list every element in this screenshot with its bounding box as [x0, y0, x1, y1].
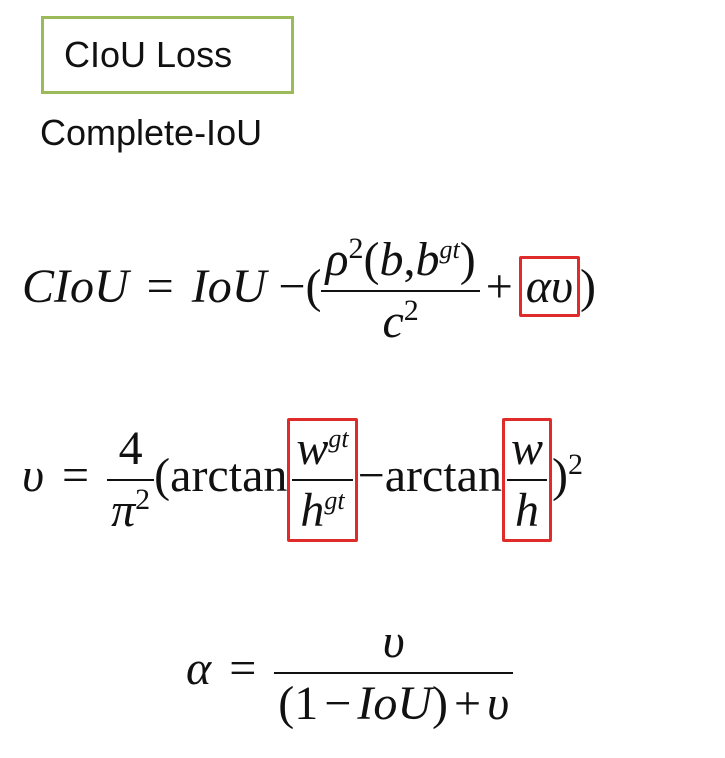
arctan-1: arctan: [170, 449, 288, 503]
w-gt-symbol: w: [296, 422, 329, 475]
eq2-equals: =: [62, 449, 90, 503]
eq3-fraction: [274, 615, 513, 730]
eq3-upsilon: υ: [487, 677, 510, 730]
wgt-hgt-highlight: [287, 418, 357, 542]
wgt-over-hgt: [292, 422, 352, 537]
bgt-symbol: b: [415, 233, 440, 286]
eq2-lhs: υ: [22, 449, 45, 503]
eq2-four-over-pi-sq: [107, 422, 154, 537]
wgt-numerator: [292, 422, 352, 479]
eq3-den-open-paren: (: [278, 677, 295, 730]
eq1-minus: −: [278, 260, 306, 314]
alpha-equation: [186, 615, 513, 730]
arctan-2: arctan: [384, 449, 502, 503]
b-symbol: b: [379, 233, 404, 286]
args-comma: ,: [403, 233, 416, 286]
title-box: [41, 16, 294, 94]
rho-symbol: ρ: [325, 233, 349, 286]
eq1-iou: IoU: [191, 260, 267, 314]
w-gt-exponent: gt: [328, 424, 349, 453]
h-gt-exponent: gt: [324, 486, 345, 515]
slide-title: CIoU Loss: [64, 34, 233, 75]
eq3-iou: IoU: [357, 677, 432, 730]
c-symbol: c: [382, 295, 404, 348]
eq3-one: 1: [294, 677, 319, 730]
alpha-upsilon-highlight: αυ: [519, 256, 580, 317]
eq3-den-close-paren: ): [432, 677, 448, 730]
eq3-minus: −: [324, 677, 352, 730]
pi-symbol: π: [111, 484, 136, 537]
rho-exponent: 2: [348, 232, 364, 265]
eq3-lhs: α: [186, 642, 212, 696]
eq1-numerator: [321, 232, 479, 290]
ciou-equation: [22, 232, 597, 348]
eq1-fraction: [321, 232, 479, 348]
eq2-minus: −: [357, 449, 385, 503]
args-open-paren: (: [363, 233, 380, 286]
h-gt-symbol: h: [300, 484, 325, 537]
eq1-close-paren: ): [580, 260, 597, 314]
eq1-equals: =: [146, 260, 174, 314]
w-numerator: w: [510, 422, 543, 475]
slide-subtitle: Complete-IoU: [40, 112, 263, 153]
eq2-open-paren: (: [154, 449, 171, 503]
eq3-plus: +: [453, 677, 482, 730]
args-close-paren: ): [459, 233, 476, 286]
bgt-exponent: gt: [439, 235, 460, 264]
eq2-close-paren: ): [551, 449, 568, 503]
w-over-h: [507, 422, 547, 537]
eq1-lhs: CIoU: [22, 260, 129, 314]
eq3-denominator: [274, 674, 513, 728]
eq2-outer-exponent: 2: [567, 448, 583, 482]
pi-exponent: 2: [135, 483, 151, 516]
eq1-open-paren: (: [305, 260, 322, 314]
eq2-denominator: [107, 481, 154, 535]
w-h-highlight: [502, 418, 552, 542]
c-exponent: 2: [403, 294, 419, 327]
h-denominator: h: [514, 484, 539, 537]
eq3-equals: =: [229, 642, 257, 696]
eq2-numerator: 4: [118, 422, 143, 475]
hgt-denominator: [296, 481, 348, 535]
eq3-numerator: υ: [382, 615, 405, 668]
eq1-denominator: [378, 292, 422, 346]
upsilon-equation: [22, 418, 583, 542]
eq1-plus: +: [485, 260, 513, 314]
